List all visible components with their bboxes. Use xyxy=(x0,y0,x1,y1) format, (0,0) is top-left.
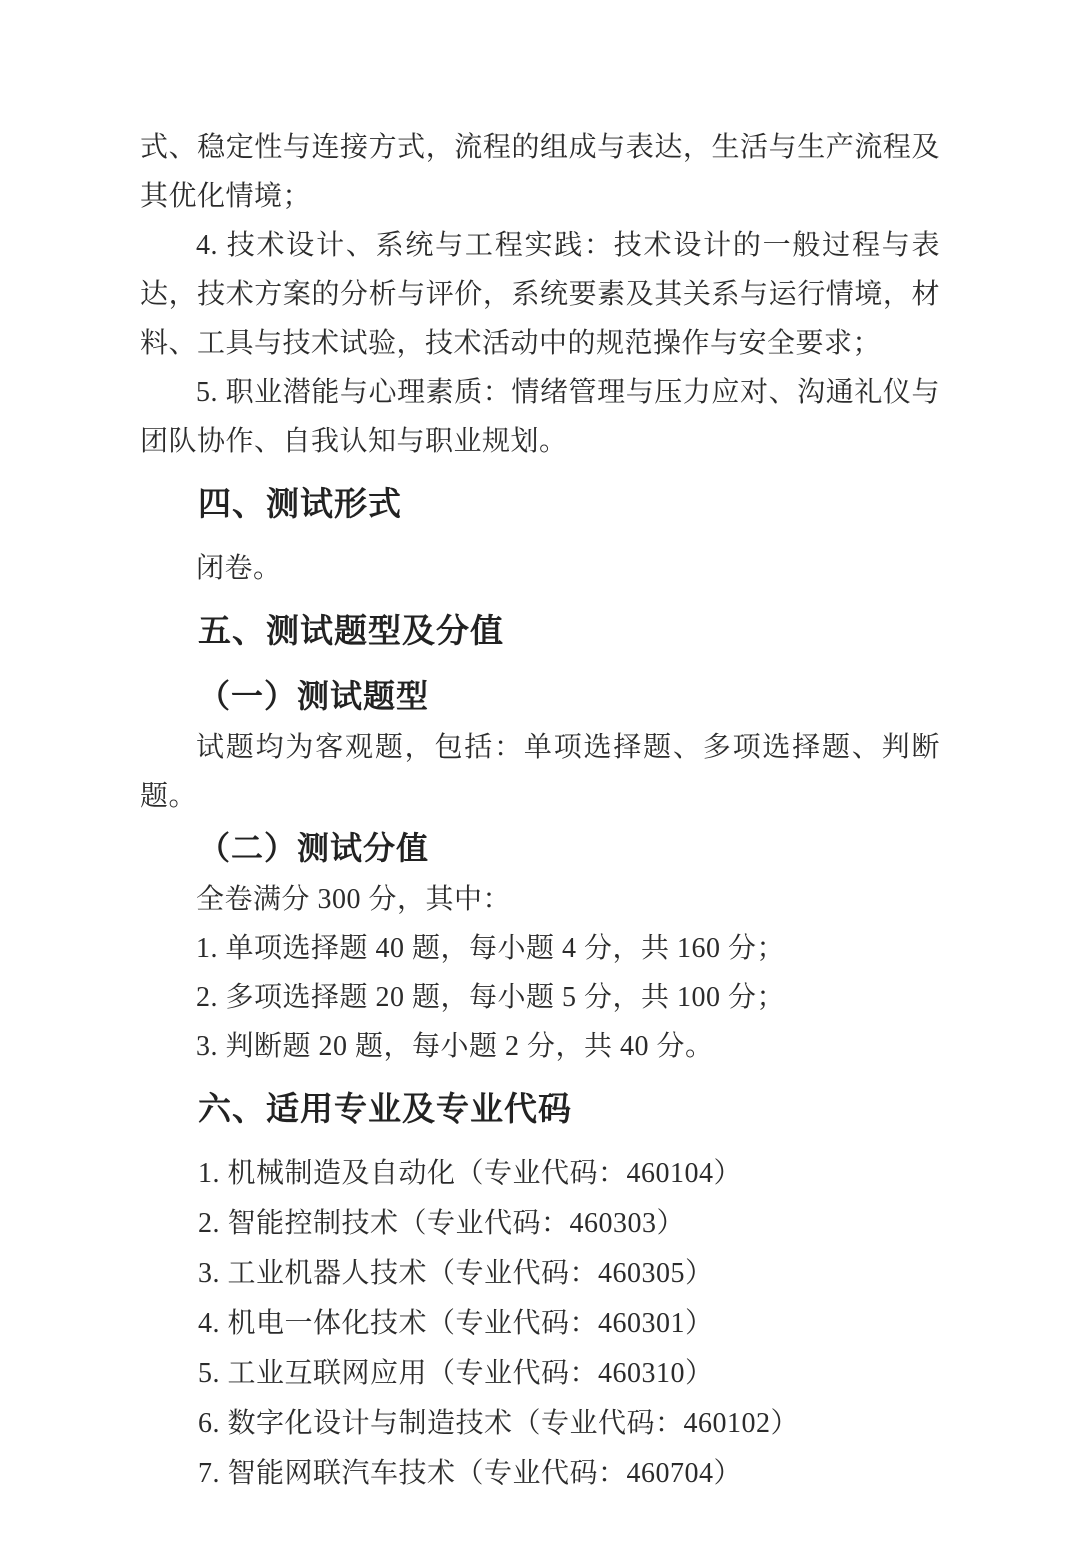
section-heading-question-types-and-scores: 五、测试题型及分值 xyxy=(198,612,504,649)
major-list-item-6: 6. 数字化设计与制造技术（专业代码：460102） xyxy=(198,1408,800,1439)
major-list-item-3: 3. 工业机器人技术（专业代码：460305） xyxy=(198,1258,714,1289)
body-paragraph-closed-book: 闭卷。 xyxy=(196,553,282,584)
section-heading-test-format: 四、测试形式 xyxy=(198,485,402,522)
score-item-true-false: 3. 判断题 20 题，每小题 2 分，共 40 分。 xyxy=(196,1031,714,1062)
section-heading-applicable-majors: 六、适用专业及专业代码 xyxy=(198,1090,572,1127)
subsection-heading-question-types: （一）测试题型 xyxy=(198,678,430,714)
subsection-heading-score-values: （二）测试分值 xyxy=(198,830,430,866)
score-item-single-choice: 1. 单项选择题 40 题，每小题 4 分，共 160 分； xyxy=(196,933,786,964)
major-list-item-1: 1. 机械制造及自动化（专业代码：460104） xyxy=(198,1158,743,1189)
body-paragraph-item-4: 4. 技术设计、系统与工程实践：技术设计的一般过程与表达，技术方案的分析与评价，系统要素及其关系与运行情境，材料、工具与技术试验，技术活动中的规范操作与安全要求； xyxy=(140,230,940,359)
body-paragraph-item-5: 5. 职业潜能与心理素质：情绪管理与压力应对、沟通礼仪与团队协作、自我认知与职业规划。 xyxy=(140,377,940,457)
score-item-multiple-choice: 2. 多项选择题 20 题，每小题 5 分，共 100 分； xyxy=(196,982,786,1013)
body-paragraph-total-score: 全卷满分 300 分，其中： xyxy=(196,884,512,915)
major-list-item-5: 5. 工业互联网应用（专业代码：460310） xyxy=(198,1358,714,1389)
major-list-item-4: 4. 机电一体化技术（专业代码：460301） xyxy=(198,1308,714,1339)
body-paragraph-question-types: 试题均为客观题，包括：单项选择题、多项选择题、判断题。 xyxy=(140,732,940,812)
major-list-item-7: 7. 智能网联汽车技术（专业代码：460704） xyxy=(198,1458,743,1489)
major-list-item-2: 2. 智能控制技术（专业代码：460303） xyxy=(198,1208,686,1239)
body-paragraph-continuation: 式、稳定性与连接方式，流程的组成与表达，生活与生产流程及其优化情境； xyxy=(140,132,940,212)
